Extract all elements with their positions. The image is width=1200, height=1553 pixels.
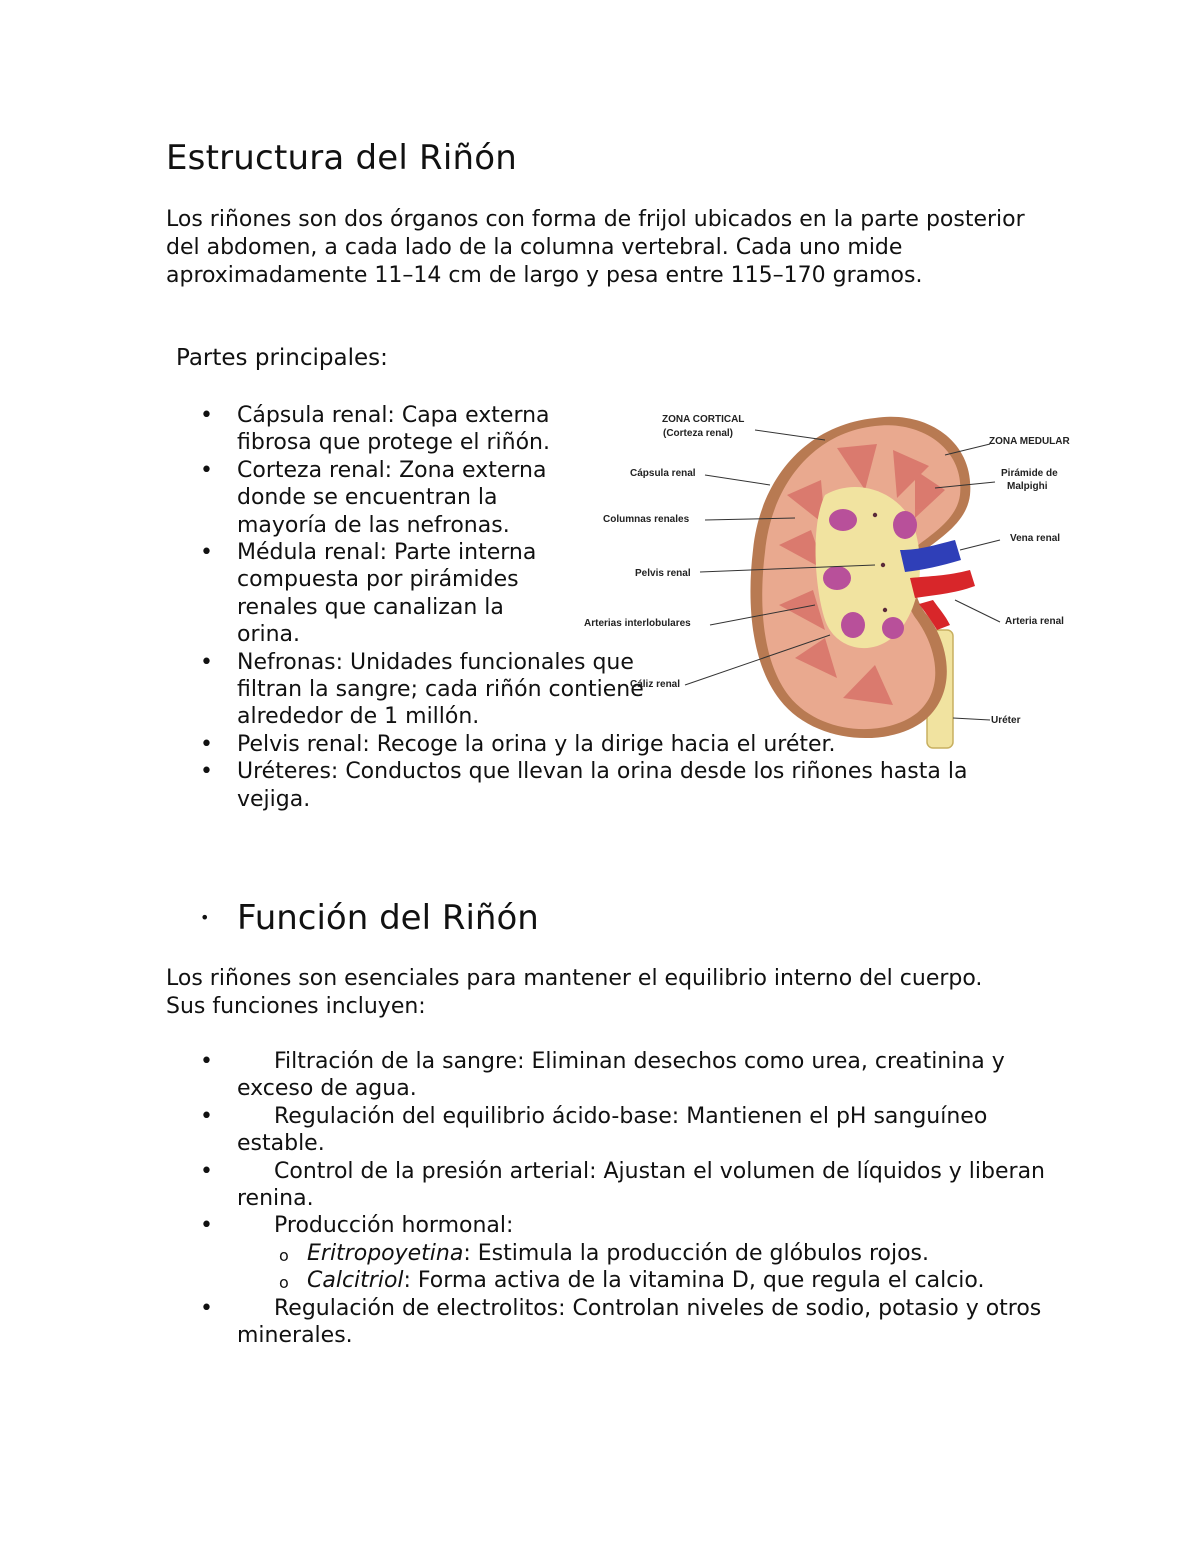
label-malpighi: Malpighi	[1007, 481, 1048, 492]
kidney-diagram	[575, 400, 1095, 760]
hormones-list	[237, 1240, 1046, 1295]
label-ureter: Uréter	[991, 715, 1021, 726]
parts-heading: Partes principales:	[176, 345, 388, 371]
intro-paragraph: Los riñones son dos órganos con forma de frijol ubicados en la parte posterior del abdomen, a cada lado de la columna vertebral. Cada uno mide aproximadamente 11–14 cm de largo y pesa entre 115–170 gramos.	[166, 207, 1025, 288]
list-item: • Control de la presión arterial: Ajustan el volumen de líquidos y liberan renina.	[166, 1158, 1046, 1213]
list-item: • Cápsula renal: Capa externa fibrosa que protege el riñón.	[166, 402, 567, 457]
list-item: • Producción hormonal: o Eritropoyetina: Estimula la producción de glóbulos rojos. o Calcitriol: Forma activa de la vitamina D, que regula el calcio.	[166, 1212, 1046, 1294]
list-item: o Eritropoyetina: Estimula la producción de glóbulos rojos.	[237, 1240, 1046, 1267]
label-zona-medular: ZONA MEDULAR	[989, 436, 1070, 447]
function-intro: Los riñones son esenciales para mantener el equilibrio interno del cuerpo. Sus funciones incluyen:	[166, 966, 983, 1019]
list-item: • Corteza renal: Zona externa donde se encuentran la mayoría de las nefronas.	[166, 457, 567, 539]
artery-shape	[910, 570, 975, 598]
functions-list	[166, 1048, 1046, 1349]
list-item: • Filtración de la sangre: Eliminan desechos como urea, creatinina y exceso de agua.	[166, 1048, 1046, 1103]
label-columnas: Columnas renales	[603, 514, 690, 525]
label-caliz: Cáliz renal	[630, 679, 681, 690]
list-item: • Uréteres: Conductos que llevan la orina desde los riñones hasta la vejiga.	[166, 758, 1037, 813]
list-item: • Regulación de electrolitos: Controlan niveles de sodio, potasio y otros minerales.	[166, 1295, 1046, 1350]
label-vena: Vena renal	[1010, 533, 1061, 544]
page-title: Estructura del Riñón	[166, 138, 517, 178]
label-capsula: Cápsula renal	[630, 468, 696, 479]
kidney-illustration	[575, 400, 1095, 760]
list-item: • Médula renal: Parte interna compuesta por pirámides renales que canalizan la orina.	[166, 539, 567, 649]
label-piramide: Pirámide de	[1001, 468, 1058, 479]
label-arterias-inter: Arterias interlobulares	[584, 618, 691, 629]
function-heading-text: Función del Riñón	[237, 898, 539, 938]
label-zona-cortical: ZONA CORTICAL	[662, 414, 745, 425]
bullet-icon: •	[200, 908, 210, 927]
list-item: o Calcitriol: Forma activa de la vitamina D, que regula el calcio.	[237, 1267, 1046, 1294]
label-corteza-renal: (Corteza renal)	[663, 428, 734, 439]
label-pelvis: Pelvis renal	[635, 568, 691, 579]
list-item: • Pelvis renal: Recoge la orina y la dirige hacia el uréter.	[166, 731, 1037, 758]
list-item: • Regulación del equilibrio ácido-base: Mantienen el pH sanguíneo estable.	[166, 1103, 1046, 1158]
label-arteria: Arteria renal	[1005, 616, 1064, 627]
list-item: • Nefronas: Unidades funcionales que filtran la sangre; cada riñón contiene alrededor de 1 millón.	[166, 649, 697, 731]
